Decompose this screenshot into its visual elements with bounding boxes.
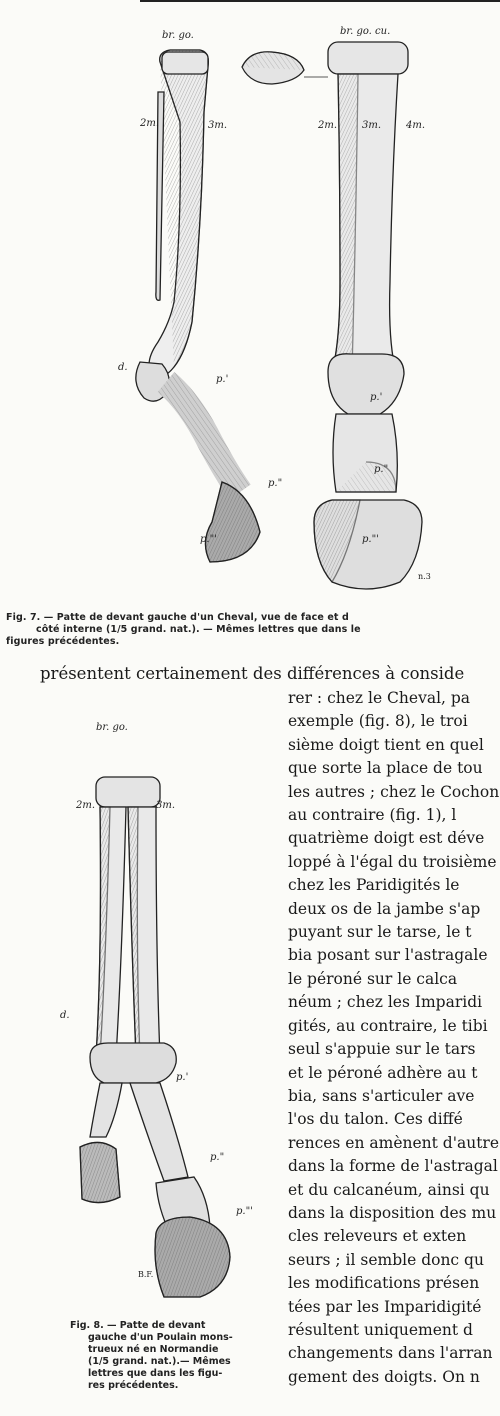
text-line: changements dans l'arran [288, 1344, 493, 1363]
label-3m: 3m. [156, 800, 176, 811]
text-line: les modifications présen [288, 1274, 480, 1293]
label-p3-right: p."' [362, 534, 379, 545]
label-4m-right: 4m. [406, 120, 426, 131]
label-br-go-left: br. go. [162, 30, 194, 41]
caption-line: Fig. 8. — Patte de devant [70, 1320, 206, 1331]
text-line: bia posant sur l'astragale [288, 946, 488, 965]
text-line: et du calcanéum, ainsi qu [288, 1180, 490, 1199]
text-line: exemple (fig. 8), le troi [288, 712, 468, 731]
text-line: dans la disposition des mu [288, 1203, 497, 1222]
figure-7-drawing [100, 22, 500, 592]
body-lead-line: présentent certainement des différences à conside [40, 664, 465, 683]
label-br-go-cu-right: br. go. cu. [340, 26, 391, 37]
figure-8-illustration [60, 722, 280, 1382]
label-br-go: br. go. [96, 722, 128, 733]
caption-line: gauche d'un Poulain mons- [88, 1332, 233, 1343]
caption-line: côté interne (1/5 grand. nat.). — Mêmes lettres que dans le [36, 624, 361, 635]
body-column-text [288, 687, 500, 1416]
label-d: d. [118, 362, 128, 373]
label-p2-right: p." [374, 464, 389, 475]
text-line: puyant sur le tarse, le t [288, 923, 472, 942]
text-line: chez les Paridigités le [288, 876, 460, 895]
text-line: l'os du talon. Ces diffé [288, 1110, 463, 1129]
label-d: d. [60, 1010, 70, 1021]
label-p3-left: p."' [200, 534, 217, 545]
text-line: gités, au contraire, le tibi [288, 1016, 488, 1035]
articular-bone [242, 52, 328, 84]
text-line: seurs ; il semble donc qu [288, 1250, 484, 1269]
text-line: rences en amènent d'autre [288, 1133, 500, 1152]
caption-line: (1/5 grand. nat.).— Mêmes [88, 1356, 231, 1367]
text-line: les autres ; chez le Cochon [288, 782, 500, 801]
caption-line: res précédentes. [88, 1380, 179, 1391]
label-p1-left: p.' [216, 374, 229, 385]
text-line: au contraire (fig. 1), l [288, 806, 457, 825]
label-2m-left: 2m. [140, 118, 160, 129]
text-line: rer : chez le Cheval, pa [288, 689, 471, 707]
figure-7-illustration [100, 22, 500, 592]
caption-line: figures précédentes. [6, 636, 120, 647]
text-line: gement des doigts. On n [288, 1367, 480, 1386]
label-3m-left: 3m. [208, 120, 228, 131]
text-line: tées par les Imparidigité [288, 1297, 482, 1316]
text-line: néum ; chez les Imparidi [288, 993, 483, 1012]
engraver-mark-fig7: n.3 [418, 572, 431, 581]
caption-line: trueux né en Normandie [88, 1344, 219, 1355]
engraver-mark-fig8: B.F. [138, 1270, 154, 1279]
caption-line: Fig. 7. — Patte de devant gauche d'un Cheval, vue de face et d [6, 612, 349, 623]
text-line: seul s'appuie sur le tars [288, 1040, 476, 1059]
text-line: résultent uniquement d [288, 1320, 473, 1339]
label-p2: p." [210, 1152, 225, 1163]
label-p1: p.' [176, 1072, 189, 1083]
text-line: sième doigt tient en quel [288, 735, 484, 754]
label-2m-right: 2m. [318, 120, 338, 131]
label-p1-right: p.' [370, 392, 383, 403]
label-p3: p."' [236, 1206, 253, 1217]
label-2m: 2m. [76, 800, 96, 811]
caption-line: lettres que dans les figu- [88, 1368, 223, 1379]
label-3m-right: 3m. [362, 120, 382, 131]
text-line: cles releveurs et exten [288, 1227, 467, 1246]
figure-7-caption [6, 612, 500, 648]
text-line: dans la forme de l'astragal [288, 1157, 498, 1176]
text-line: le péroné sur le calca [288, 969, 458, 988]
figure-8-drawing [60, 722, 280, 1382]
label-p2-left: p." [268, 478, 283, 489]
figure-8-caption [70, 1320, 270, 1392]
text-line: que sorte la place de tou [288, 759, 483, 778]
text-line: bia, sans s'articuler ave [288, 1086, 475, 1105]
text-line: loppé à l'égal du troisième [288, 852, 497, 871]
text-line: et le péroné adhère au t [288, 1063, 478, 1082]
text-line: deux os de la jambe s'ap [288, 899, 481, 918]
text-line: quatrième doigt est déve [288, 829, 485, 848]
monstrous-foal-leg [80, 777, 230, 1297]
top-rule [140, 0, 500, 2]
